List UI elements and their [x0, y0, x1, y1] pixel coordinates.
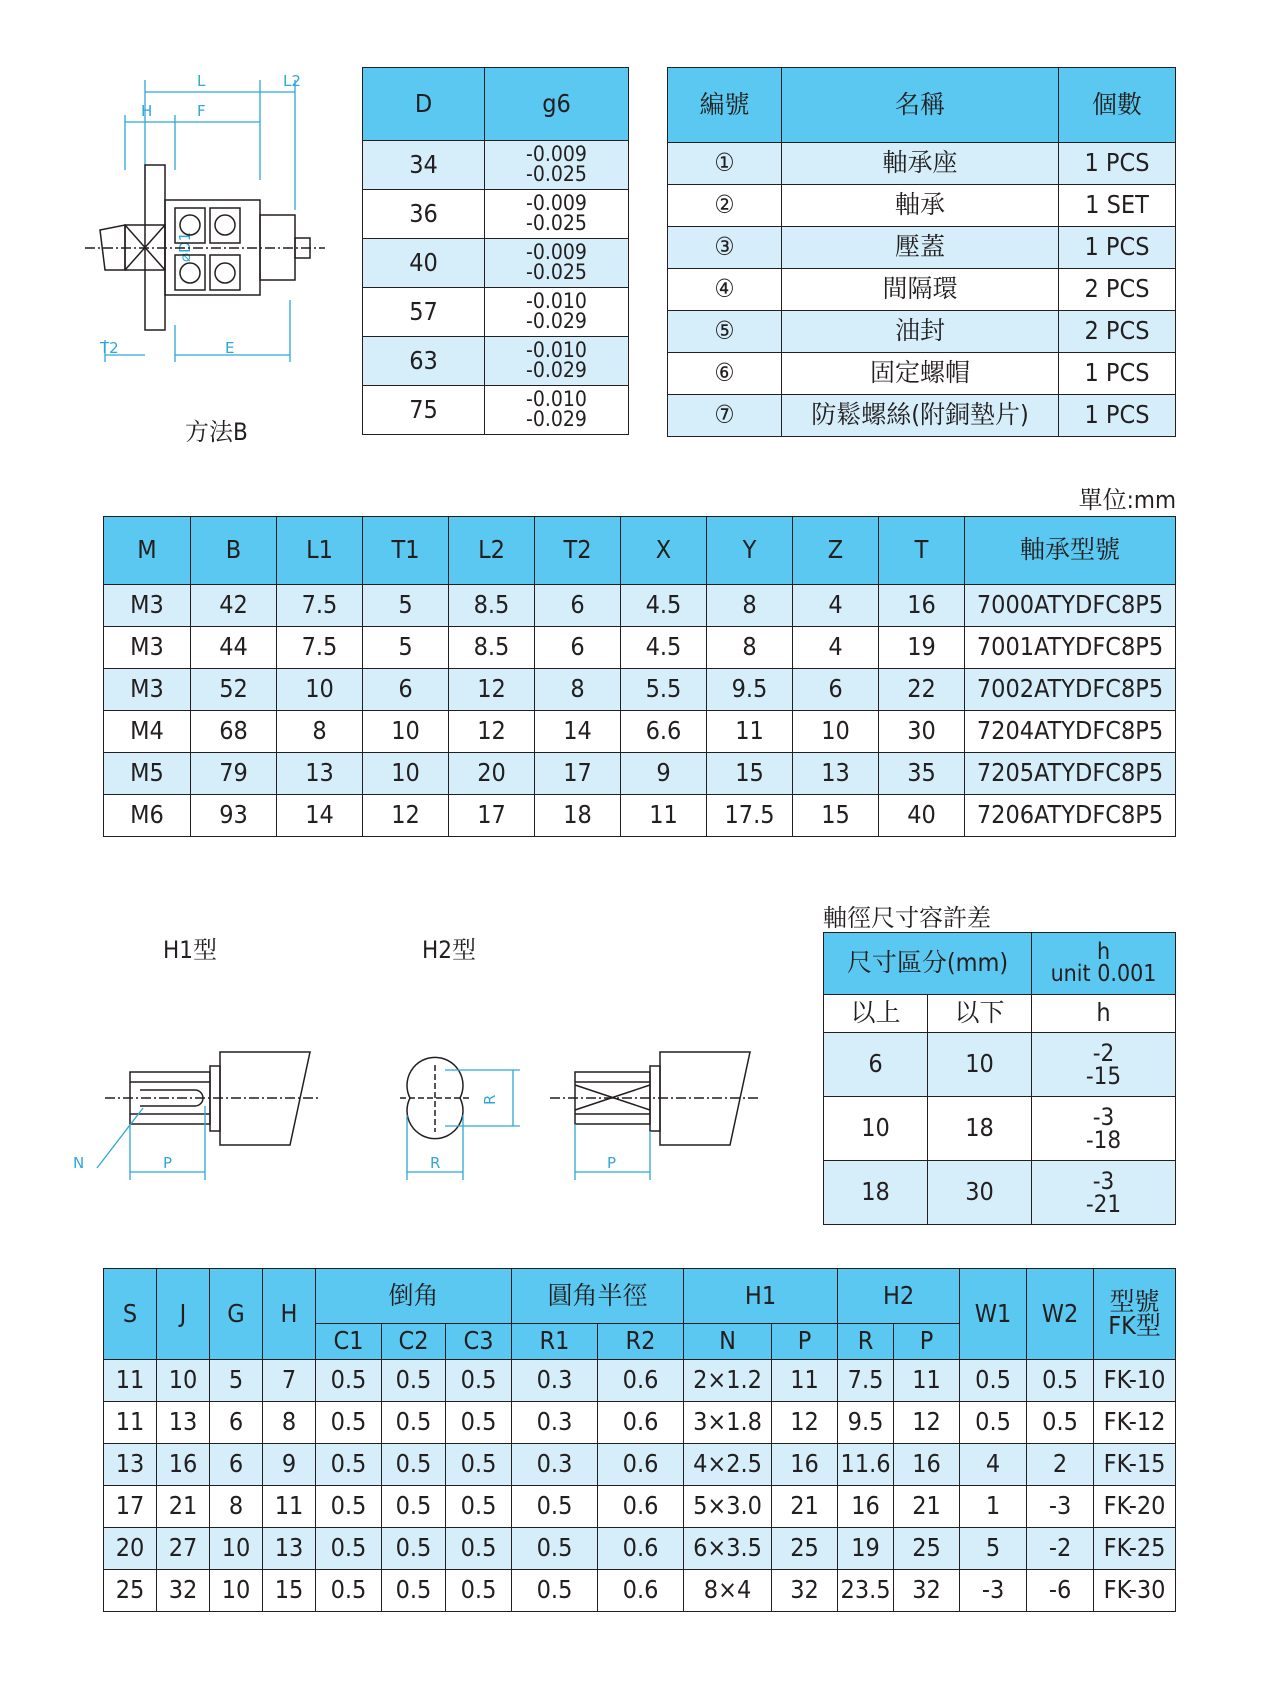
table-cell: 9.5	[838, 1402, 894, 1444]
table-cell: 軸承	[782, 185, 1059, 227]
dim-l2-label: L2	[283, 72, 301, 90]
table-cell: 8.5	[449, 627, 535, 669]
table-cell: 11	[104, 1402, 157, 1444]
table-cell: 32	[157, 1570, 210, 1612]
table-cell: M3	[104, 669, 191, 711]
table-cell: 8	[535, 669, 621, 711]
table-cell: 11	[263, 1486, 316, 1528]
table-cell: M6	[104, 795, 191, 837]
table-cell: 防鬆螺絲(附銅墊片)	[782, 395, 1059, 437]
table-cell: FK-12	[1094, 1402, 1176, 1444]
table-cell: 7206ATYDFC8P5	[965, 795, 1176, 837]
table-cell: 7000ATYDFC8P5	[965, 585, 1176, 627]
table-cell: 0.6	[598, 1402, 684, 1444]
table-cell: 13	[104, 1444, 157, 1486]
g6-d: 40	[363, 239, 485, 288]
table-cell: 5.5	[621, 669, 707, 711]
h1-drawing	[65, 1040, 325, 1190]
table-cell: 4	[960, 1444, 1027, 1486]
table-cell: 32	[894, 1570, 960, 1612]
table-cell: 固定螺帽	[782, 353, 1059, 395]
table-cell: 1 PCS	[1059, 227, 1176, 269]
table-cell: -2	[1027, 1528, 1094, 1570]
g6-d: 75	[363, 386, 485, 435]
table-cell: 12	[772, 1402, 838, 1444]
table-cell: 0.5	[382, 1360, 446, 1402]
h2-label: H2型	[422, 936, 476, 964]
table-header-cell: G	[210, 1269, 263, 1360]
dim-h-label: H	[141, 102, 153, 120]
table-cell: 17.5	[707, 795, 793, 837]
table-header-cell: C2	[382, 1324, 446, 1360]
dim-f-label: F	[197, 102, 206, 120]
table-cell: 27	[157, 1528, 210, 1570]
table-cell: 6	[210, 1402, 263, 1444]
table-cell: 21	[772, 1486, 838, 1528]
table-header-cell: M	[104, 517, 191, 585]
table-header-cell: h unit 0.001	[1032, 933, 1176, 995]
table-cell: 7205ATYDFC8P5	[965, 753, 1176, 795]
table-cell: 0.5	[382, 1444, 446, 1486]
table-header-cell: 軸承型號	[965, 517, 1176, 585]
table-cell: 0.6	[598, 1444, 684, 1486]
table-cell: 10	[210, 1528, 263, 1570]
table-cell: 40	[879, 795, 965, 837]
table-cell: 10	[928, 1033, 1032, 1097]
table-cell: 23.5	[838, 1570, 894, 1612]
table-cell: ⑥	[668, 353, 782, 395]
table-cell: 1 SET	[1059, 185, 1176, 227]
table-cell: 20	[449, 753, 535, 795]
table-cell: 以上	[824, 995, 928, 1033]
table-cell: 0.5	[512, 1486, 598, 1528]
g6-d: 36	[363, 190, 485, 239]
table-cell: ③	[668, 227, 782, 269]
table-cell: 15	[707, 753, 793, 795]
table-cell: 10	[363, 711, 449, 753]
dim-l-label: L	[197, 72, 206, 90]
table-cell: FK-10	[1094, 1360, 1176, 1402]
table-cell: 18	[535, 795, 621, 837]
table-cell: 1 PCS	[1059, 143, 1176, 185]
h1-label: H1型	[163, 936, 217, 964]
table-cell: -2 -15	[1032, 1033, 1176, 1097]
parts-header-qty: 個數	[1059, 68, 1176, 143]
table-cell: 0.5	[316, 1570, 382, 1612]
table-cell: 15	[793, 795, 879, 837]
table-cell: 11	[707, 711, 793, 753]
table-cell: 5	[363, 585, 449, 627]
table-header-cell: J	[157, 1269, 210, 1360]
table-cell: 8	[707, 585, 793, 627]
table-cell: 壓蓋	[782, 227, 1059, 269]
table-cell: 22	[879, 669, 965, 711]
method-label: 方法B	[185, 418, 248, 446]
table-cell: 79	[191, 753, 277, 795]
h2-drawing	[395, 1040, 765, 1190]
table-cell: 0.5	[316, 1486, 382, 1528]
table-cell: 2	[1027, 1444, 1094, 1486]
table-cell: 0.6	[598, 1528, 684, 1570]
table-header-cell: H1	[684, 1269, 838, 1324]
table-cell: 16	[157, 1444, 210, 1486]
table-cell: M3	[104, 627, 191, 669]
table-cell: 8.5	[449, 585, 535, 627]
table-cell: 0.5	[316, 1402, 382, 1444]
table-cell: 0.5	[960, 1402, 1027, 1444]
table-cell: 8×4	[684, 1570, 772, 1612]
h1-p-label: P	[163, 1154, 173, 1172]
table-cell: 11	[894, 1360, 960, 1402]
g6-header-d: D	[363, 68, 485, 141]
unit-label: 單位:mm	[1078, 486, 1176, 514]
table-cell: 4×2.5	[684, 1444, 772, 1486]
table-cell: -6	[1027, 1570, 1094, 1612]
table-cell: 5×3.0	[684, 1486, 772, 1528]
table-cell: 12	[449, 669, 535, 711]
h2-r-label-vertical: R	[481, 1094, 499, 1105]
table-cell: 25	[894, 1528, 960, 1570]
table-cell: 21	[157, 1486, 210, 1528]
table-cell: 5	[210, 1360, 263, 1402]
table-cell: 以下	[928, 995, 1032, 1033]
table-header-cell: T1	[363, 517, 449, 585]
table-cell: -0.009 -0.025	[485, 190, 629, 239]
table-cell: 11.6	[838, 1444, 894, 1486]
table-cell: 0.5	[446, 1570, 512, 1612]
table-cell: 7	[263, 1360, 316, 1402]
table-cell: 32	[772, 1570, 838, 1612]
table-cell: 42	[191, 585, 277, 627]
table-cell: 19	[879, 627, 965, 669]
table-header-cell: Y	[707, 517, 793, 585]
table-cell: 12	[449, 711, 535, 753]
g6-header-g6: g6	[485, 68, 629, 141]
table-header-cell: P	[894, 1324, 960, 1360]
table-cell: 0.6	[598, 1360, 684, 1402]
table-cell: 0.3	[512, 1402, 598, 1444]
parts-header-name: 名稱	[782, 68, 1059, 143]
table-cell: -0.009 -0.025	[485, 239, 629, 288]
table-header-cell: W1	[960, 1269, 1027, 1360]
g6-d: 57	[363, 288, 485, 337]
table-cell: 13	[793, 753, 879, 795]
table-cell: 0.5	[382, 1402, 446, 1444]
table-cell: 1	[960, 1486, 1027, 1528]
table-cell: -0.010 -0.029	[485, 337, 629, 386]
table-cell: 0.5	[446, 1360, 512, 1402]
table-cell: 13	[157, 1402, 210, 1444]
table-cell: 30	[879, 711, 965, 753]
table-cell: 0.5	[1027, 1402, 1094, 1444]
table-cell: ④	[668, 269, 782, 311]
table-cell: 17	[535, 753, 621, 795]
h2-r-label: R	[430, 1154, 441, 1172]
parts-header-no: 編號	[668, 68, 782, 143]
table-cell: -3 -18	[1032, 1097, 1176, 1161]
table-cell: -3 -21	[1032, 1161, 1176, 1225]
table-cell: 10	[363, 753, 449, 795]
table-cell: 9	[263, 1444, 316, 1486]
table-cell: 0.5	[960, 1360, 1027, 1402]
table-cell: 0.5	[316, 1528, 382, 1570]
table-cell: 16	[838, 1486, 894, 1528]
table-cell: 6.6	[621, 711, 707, 753]
table-cell: 2 PCS	[1059, 269, 1176, 311]
table-cell: 11	[104, 1360, 157, 1402]
table-cell: 軸承座	[782, 143, 1059, 185]
table-cell: 1 PCS	[1059, 395, 1176, 437]
table-cell: 6	[793, 669, 879, 711]
table-cell: -3	[960, 1570, 1027, 1612]
table-header-cell: W2	[1027, 1269, 1094, 1360]
table-cell: 9.5	[707, 669, 793, 711]
table-cell: 6	[210, 1444, 263, 1486]
table-cell: 93	[191, 795, 277, 837]
table-cell: 8	[263, 1402, 316, 1444]
g6-tolerance-table	[362, 67, 629, 435]
h2-p-label: P	[607, 1154, 617, 1172]
table-cell: FK-15	[1094, 1444, 1176, 1486]
table-cell: 19	[838, 1528, 894, 1570]
table-cell: 25	[104, 1570, 157, 1612]
table-cell: 15	[263, 1570, 316, 1612]
table-cell: 0.3	[512, 1360, 598, 1402]
table-cell: 6	[535, 585, 621, 627]
table-cell: 8	[277, 711, 363, 753]
table-cell: 7.5	[838, 1360, 894, 1402]
table-cell: 油封	[782, 311, 1059, 353]
table-cell: 13	[277, 753, 363, 795]
table-cell: -0.009 -0.025	[485, 141, 629, 190]
dim-e-label: E	[225, 339, 235, 357]
dim-d1-label: ⌀D1	[176, 231, 194, 262]
fk-table	[103, 1268, 1176, 1612]
table-cell: 0.5	[512, 1570, 598, 1612]
table-cell: 8	[210, 1486, 263, 1528]
table-cell: 12	[894, 1402, 960, 1444]
table-cell: 0.5	[446, 1444, 512, 1486]
table-cell: 14	[277, 795, 363, 837]
parts-table	[667, 67, 1176, 437]
table-cell: -3	[1027, 1486, 1094, 1528]
table-cell: 25	[772, 1528, 838, 1570]
table-cell: 2 PCS	[1059, 311, 1176, 353]
table-cell: FK-25	[1094, 1528, 1176, 1570]
dim-t2-label: T2	[100, 339, 119, 357]
table-cell: 44	[191, 627, 277, 669]
table-cell: 6	[535, 627, 621, 669]
table-cell: 5	[363, 627, 449, 669]
table-header-cell: R2	[598, 1324, 684, 1360]
table-header-cell: Z	[793, 517, 879, 585]
g6-d: 34	[363, 141, 485, 190]
table-cell: 0.5	[316, 1360, 382, 1402]
table-header-cell: L2	[449, 517, 535, 585]
table-cell: 16	[894, 1444, 960, 1486]
table-cell: -0.010 -0.029	[485, 386, 629, 435]
table-cell: 11	[772, 1360, 838, 1402]
table-cell: 0.5	[316, 1444, 382, 1486]
table-cell: 間隔環	[782, 269, 1059, 311]
table-cell: 7.5	[277, 585, 363, 627]
table-cell: 5	[960, 1528, 1027, 1570]
table-cell: h	[1032, 995, 1176, 1033]
table-header-cell: C1	[316, 1324, 382, 1360]
table-header-cell: P	[772, 1324, 838, 1360]
table-header-cell: S	[104, 1269, 157, 1360]
table-cell: 10	[824, 1097, 928, 1161]
table-cell: 0.6	[598, 1486, 684, 1528]
table-cell: 18	[824, 1161, 928, 1225]
table-cell: 4.5	[621, 627, 707, 669]
table-cell: ①	[668, 143, 782, 185]
table-cell: 11	[621, 795, 707, 837]
table-cell: 6×3.5	[684, 1528, 772, 1570]
table-header-cell: T2	[535, 517, 621, 585]
table-cell: 7002ATYDFC8P5	[965, 669, 1176, 711]
table-cell: M4	[104, 711, 191, 753]
fk-header-radius: 圓角半徑	[512, 1269, 684, 1324]
table-cell: 10	[210, 1570, 263, 1612]
tolerance-title: 軸徑尺寸容許差	[823, 904, 991, 932]
table-cell: 1 PCS	[1059, 353, 1176, 395]
table-cell: 0.5	[382, 1528, 446, 1570]
dimension-table	[103, 516, 1176, 837]
table-header-cell: R	[838, 1324, 894, 1360]
table-cell: 8	[707, 627, 793, 669]
table-cell: 14	[535, 711, 621, 753]
table-cell: 21	[894, 1486, 960, 1528]
table-cell: 0.5	[446, 1528, 512, 1570]
table-cell: ⑦	[668, 395, 782, 437]
table-cell: 20	[104, 1528, 157, 1570]
table-cell: 10	[277, 669, 363, 711]
table-cell: 4	[793, 585, 879, 627]
table-cell: ⑤	[668, 311, 782, 353]
table-cell: 7.5	[277, 627, 363, 669]
tol-header-size: 尺寸區分(mm)	[824, 933, 1032, 995]
fk-header-chamfer: 倒角	[316, 1269, 512, 1324]
table-cell: 68	[191, 711, 277, 753]
table-cell: 16	[772, 1444, 838, 1486]
table-header-cell: C3	[446, 1324, 512, 1360]
table-cell: 0.6	[598, 1570, 684, 1612]
table-cell: 0.5	[1027, 1360, 1094, 1402]
table-cell: 16	[879, 585, 965, 627]
table-cell: FK-30	[1094, 1570, 1176, 1612]
table-cell: 6	[363, 669, 449, 711]
table-cell: 52	[191, 669, 277, 711]
table-cell: -0.010 -0.029	[485, 288, 629, 337]
table-cell: 13	[263, 1528, 316, 1570]
table-header-cell: N	[684, 1324, 772, 1360]
h1-n-label: N	[73, 1154, 85, 1172]
table-cell: 3×1.8	[684, 1402, 772, 1444]
table-cell: ②	[668, 185, 782, 227]
table-header-cell: L1	[277, 517, 363, 585]
table-cell: 10	[793, 711, 879, 753]
table-cell: 2×1.2	[684, 1360, 772, 1402]
table-cell: 0.5	[512, 1528, 598, 1570]
table-header-cell: X	[621, 517, 707, 585]
assembly-drawing	[85, 70, 345, 390]
table-cell: 18	[928, 1097, 1032, 1161]
table-cell: 30	[928, 1161, 1032, 1225]
g6-d: 63	[363, 337, 485, 386]
table-cell: 0.5	[382, 1570, 446, 1612]
table-cell: 9	[621, 753, 707, 795]
table-cell: 10	[157, 1360, 210, 1402]
table-cell: 12	[363, 795, 449, 837]
table-cell: 7204ATYDFC8P5	[965, 711, 1176, 753]
table-cell: 0.3	[512, 1444, 598, 1486]
table-cell: 4	[793, 627, 879, 669]
table-cell: 17	[104, 1486, 157, 1528]
table-cell: M3	[104, 585, 191, 627]
table-cell: FK-20	[1094, 1486, 1176, 1528]
table-cell: 7001ATYDFC8P5	[965, 627, 1176, 669]
table-cell: 4.5	[621, 585, 707, 627]
table-cell: 6	[824, 1033, 928, 1097]
table-cell: 0.5	[446, 1402, 512, 1444]
table-cell: 0.5	[382, 1486, 446, 1528]
table-header-cell: 型號 FK型	[1094, 1269, 1176, 1360]
table-header-cell: R1	[512, 1324, 598, 1360]
tolerance-table	[823, 932, 1176, 1225]
table-header-cell: B	[191, 517, 277, 585]
table-header-cell: T	[879, 517, 965, 585]
table-cell: M5	[104, 753, 191, 795]
table-header-cell: H2	[838, 1269, 960, 1324]
table-cell: 17	[449, 795, 535, 837]
table-cell: 0.5	[446, 1486, 512, 1528]
table-cell: 35	[879, 753, 965, 795]
table-header-cell: H	[263, 1269, 316, 1360]
